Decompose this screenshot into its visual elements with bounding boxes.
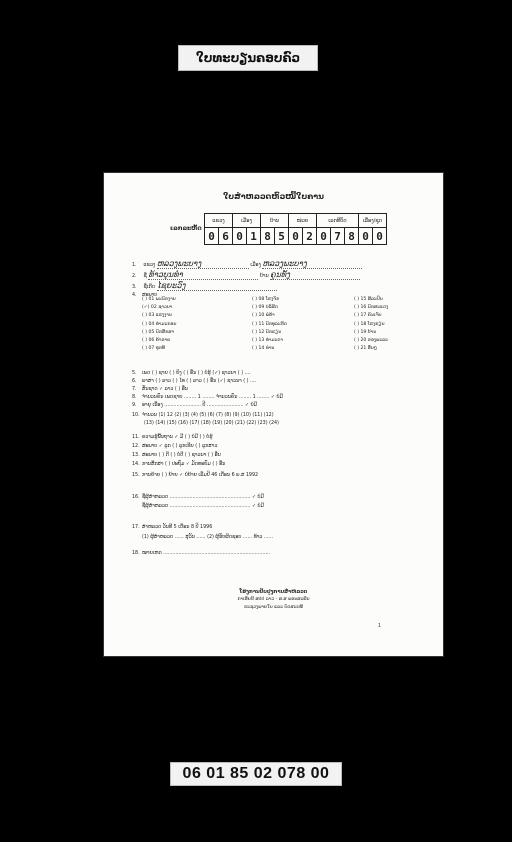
checkbox-option[interactable]: ( ) 08 ໂຮງຈັກ xyxy=(252,297,280,302)
footer-line: ກະຊວງພາຍໃນ ແລະ ບົດສະເໜີ xyxy=(244,605,303,610)
code-label: ເລກລະຫັດ xyxy=(170,225,202,232)
field-value: ຫລວງພະບາງ xyxy=(262,259,362,269)
field-row xyxy=(132,453,221,458)
row-number: 7. xyxy=(132,387,137,392)
row-text: ຊື່ຜູ້ສຳຫລວດ ..................................................... ✓ ບໍ່ມີ xyxy=(142,495,264,500)
row-text: ຈຳນວນ (1) 12 (2) (3) (4) (5) (6) (7) (8) (9) (10) (11) (12) xyxy=(142,413,274,418)
document-card xyxy=(104,173,443,656)
code-grid-digits xyxy=(205,228,387,245)
row-text: (1) ຜູ້ສຳຫລວດ ...... ສຸວັນ ...... (2) ຜູ້ຮັບຜິດຊອບ ...... ທ້າວ ...... xyxy=(142,535,274,540)
checkbox-option[interactable]: ( ) 10 ພໍ່ຄ້າ xyxy=(252,313,275,319)
row-number: 13. xyxy=(132,453,140,458)
checkbox-option[interactable]: ( ) 09 ບໍລິສັດ xyxy=(252,305,278,311)
row-number: 1. xyxy=(132,263,137,268)
row-text: ຈຳນວນຄົນ ເພດຊາຍ ........ 1 ........ ຈຳນວນຄົນ ........ 1 ........ ✓ ບໍ່ມີ xyxy=(142,395,283,400)
document-number-label: 06 01 85 02 078 00 xyxy=(170,762,342,786)
grid-header: ເມືອງ xyxy=(233,214,261,228)
row-text: ການຍ້າຍ ( ) ຍ້າຍ ✓ ບໍ່ຍ້າຍ ເລີ່ມປີ 46 ເດືອນ 6 ພ.ສ 1992 xyxy=(142,473,259,478)
checkbox-option[interactable]: ( ) 11 ນັກທຸລະກິດ xyxy=(252,321,287,327)
grid-header: ເລກທີບັດ xyxy=(317,214,359,228)
field-row xyxy=(132,281,277,291)
code-grid xyxy=(204,213,387,245)
top-label: ໃບທະບຽນຄອບຄົວ xyxy=(178,45,318,71)
checkbox-option[interactable]: ( ) 04 ທຳມະກອນ xyxy=(142,321,177,327)
code-digit: 0 xyxy=(373,228,387,245)
card-footer xyxy=(104,588,443,612)
footer-line: ໂຮງການປັບປຸງການສຳຫລວດ xyxy=(239,589,308,595)
field-label: ບ້ານ xyxy=(259,274,269,279)
field-value: ທ້າວບຸນທຳ xyxy=(148,270,258,280)
field-row xyxy=(132,525,212,530)
grid-header: ໜ່ວຍ xyxy=(289,214,317,228)
code-grid-header xyxy=(205,214,387,228)
row-number: 6. xyxy=(132,379,137,384)
checkbox-option[interactable]: ( ) 03 ແຮງງານ xyxy=(142,313,172,319)
field-label: ແຂວງ xyxy=(143,263,156,268)
row-number: 2. xyxy=(132,274,137,279)
code-digit: 5 xyxy=(275,228,289,245)
page-mark: 1 xyxy=(378,623,381,629)
code-digit: 8 xyxy=(345,228,359,245)
row-number: 10. xyxy=(132,413,140,418)
checkbox-option[interactable]: ( ) 05 ນັກສຶກສາ xyxy=(142,329,174,335)
field-label: ເມືອງ xyxy=(250,263,261,268)
row-text: ສຳຫລວດ ວັນທີ 5 ເດືອນ 8 ປີ 1996 xyxy=(142,525,213,530)
card-title: ໃບສຳຫລວດຫົວໜີ້ໃບຄານ xyxy=(223,192,324,201)
row-text: ສັນຊາດ ✓ ລາວ ( ) ອື່ນ xyxy=(142,387,188,392)
field-row xyxy=(132,473,258,478)
row-number: 17. xyxy=(132,525,140,530)
field-label: ຊື່ xyxy=(143,274,147,279)
row-text: ສະພາບ ✓ ລູກ ( ) ລູກເຂີຍ ( ) ລູກສາວ xyxy=(142,444,218,449)
code-digit: 2 xyxy=(303,228,317,245)
row-number: 11. xyxy=(132,435,140,440)
row-text: ພາສາ ( ) ລາວ ( ) ໄທ ( ) ລາວ ( ) ອື່ນ (✓) ຊາວນາ ( ) .... xyxy=(142,379,257,384)
field-row xyxy=(132,270,360,280)
code-digit: 0 xyxy=(317,228,331,245)
grid-header: ແຂວງ xyxy=(205,214,233,228)
field-row xyxy=(132,379,256,384)
field-row xyxy=(132,403,257,408)
checkbox-option[interactable]: ( ) 16 ນັກສະແດງ xyxy=(354,305,389,311)
checkbox-option[interactable]: ( ) 18 ໂຮງຮຽນ xyxy=(354,321,385,327)
row-number: 8. xyxy=(132,395,137,400)
field-row xyxy=(132,395,283,400)
row-text: (13) (14) (15) (16) (17) (18) (19) (20) (21) (22) (23) (24) xyxy=(144,421,279,426)
field-value: ໄຊຍະວົງ xyxy=(157,281,277,291)
checkbox-option[interactable]: ( ) 06 ຄ້າຂາຍ xyxy=(142,337,171,343)
field-row xyxy=(132,371,251,376)
occupation-column-2 xyxy=(252,297,287,354)
section-title: ສະພາບ xyxy=(142,293,158,298)
row-number: 16. xyxy=(132,495,140,500)
field-row xyxy=(142,535,273,540)
row-number: 18. xyxy=(132,551,140,556)
footer-line: ກາເອີຍນີ ສປປ ລາວ - ສ.ສ ພອນສະພີນ xyxy=(237,597,310,602)
row-text: ຊື່ຜູ້ສຳຫລວດ ..................................................... ✓ ບໍ່ມີ xyxy=(142,504,264,509)
field-row xyxy=(132,444,217,449)
checkbox-option[interactable]: ( ) 17 ຄົນເຈັບ xyxy=(354,313,382,319)
field-row xyxy=(144,421,279,426)
code-digit: 7 xyxy=(331,228,345,245)
row-number: 3. xyxy=(132,285,137,290)
code-digit: 0 xyxy=(205,228,219,245)
checkbox-option[interactable]: ( ) 20 ຂອງພະລະ xyxy=(354,337,389,343)
row-number: 15. xyxy=(132,473,140,478)
checkbox-option[interactable]: ( ) 13 ທຳມະດາ xyxy=(252,337,283,343)
checkbox-option[interactable]: ( ) 12 ນັກຮຽນ xyxy=(252,329,282,335)
row-text: ອາຍຸ ເນື່ອງ ........................ ປີ ........................ ✓ ບໍ່ມີ xyxy=(142,403,257,408)
code-digit: 0 xyxy=(233,228,247,245)
checkbox-option[interactable]: ( ) 15 ສິລະປິນ xyxy=(354,297,383,302)
field-value: ຫລວງພະບາງ xyxy=(157,259,249,269)
code-digit: 8 xyxy=(261,228,275,245)
row-number: 14. xyxy=(132,462,140,467)
code-digit: 6 xyxy=(219,228,233,245)
field-row xyxy=(142,504,264,509)
row-number: 5. xyxy=(132,371,137,376)
field-row xyxy=(132,387,188,392)
occupation-column-3 xyxy=(354,297,388,354)
field-row xyxy=(132,495,264,500)
checkbox-option[interactable]: ( ) 01 ພະນັກງານ xyxy=(142,297,176,302)
row-text: ການສຶກສາ ( ) ປະຖົມ ✓ ມັດທະຍົມ ( ) ອື່ນ xyxy=(142,462,226,467)
checkbox-option[interactable]: ( ) 21 ອື່ນໆ xyxy=(354,346,377,352)
checkbox-option[interactable]: ( ) 14 ທ່ານ xyxy=(252,346,275,352)
grid-header: ບ້ານ xyxy=(261,214,289,228)
field-value: ຄູນທັງ xyxy=(270,270,360,280)
code-digit: 0 xyxy=(359,228,373,245)
field-row xyxy=(132,462,225,467)
code-digit: 0 xyxy=(289,228,303,245)
field-row xyxy=(132,435,213,440)
row-text: ຄວາມຮູ້ພື້ນຖານ ✓ ມີ ( ) ບໍ່ມີ ( ) ບໍ່ຮູ້ xyxy=(142,435,213,440)
row-text: ສະພາບ ( ) ດີ ( ) ບໍ່ດີ ( ) ຊາວນາ ( ) ອື່ນ xyxy=(142,453,221,458)
row-text: ໝາຍເຫດ ...................................................................... xyxy=(142,551,271,556)
row-number: 9. xyxy=(132,403,137,408)
field-row xyxy=(132,259,362,269)
occupation-column-1 xyxy=(142,297,176,354)
checkbox-option[interactable]: ( ) 07 ທຸກທີ xyxy=(142,346,165,352)
checkbox-option[interactable]: ( ) 19 ບ້ານ xyxy=(354,329,377,335)
row-text: ເພດ ( ) ຊາຍ ( ) ຍິງ ( ) ອື່ນ ( ) ບໍ່ຮູ້ (✓) ຊາວນາ ( ) .... xyxy=(142,371,251,376)
code-digit: 1 xyxy=(247,228,261,245)
row-number: 12. xyxy=(132,444,140,449)
checkbox-option[interactable]: (✓) 02 ຊາວນາ xyxy=(142,305,173,311)
field-row xyxy=(132,551,270,556)
section-4-title: 4. ສະພາບ xyxy=(132,293,158,298)
field-row xyxy=(132,413,274,418)
grid-header: ເລື່ອງ/ຊຸດ xyxy=(359,214,387,228)
field-label: ຊື່ເກີດ xyxy=(143,285,156,290)
